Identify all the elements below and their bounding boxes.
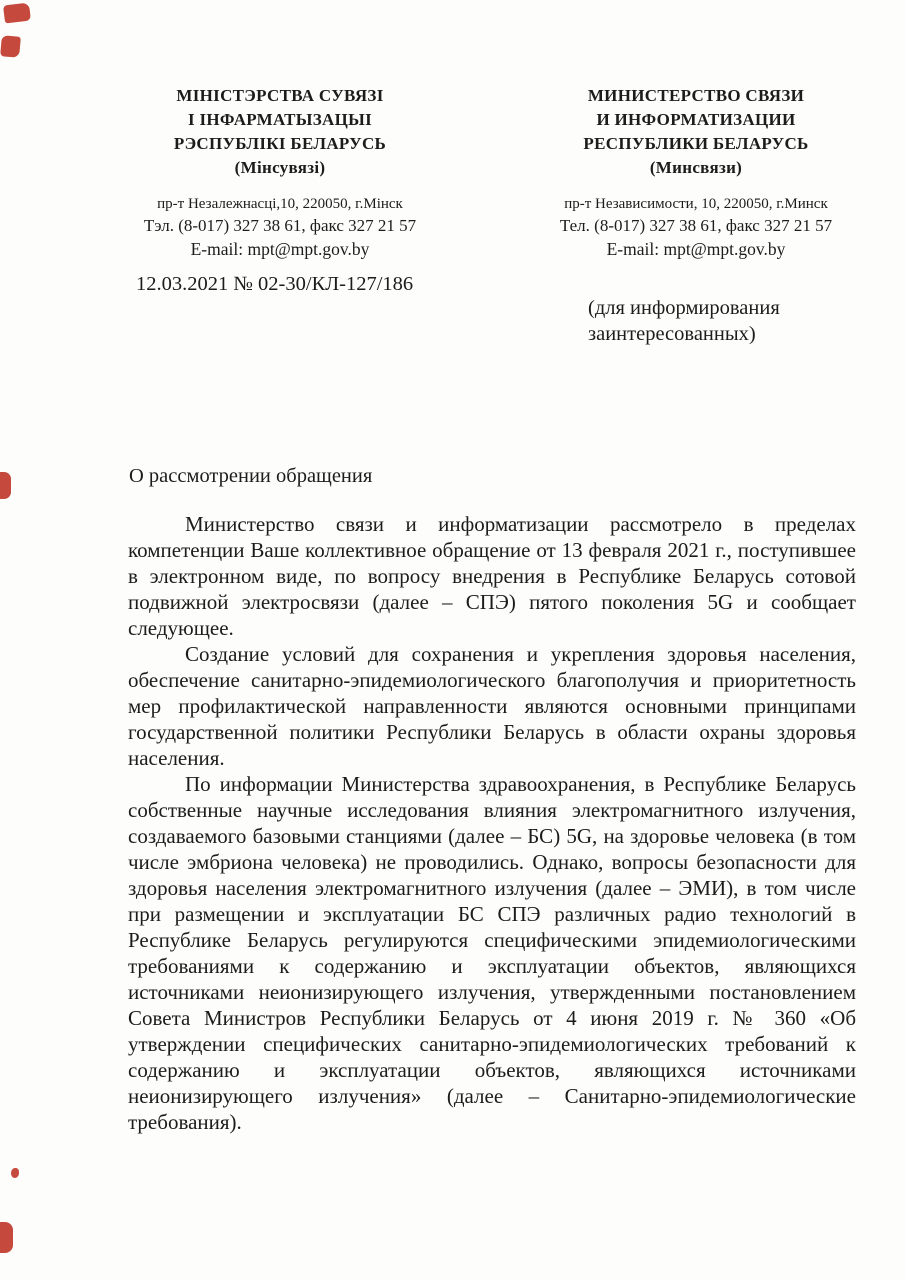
org-name-line: І ІНФАРМАТЫЗАЦЫІ [187,110,372,129]
org-phone: Тел. (8-017) 327 38 61, факс 327 21 57 [559,216,833,235]
org-name-line: РЭСПУБЛІКІ БЕЛАРУСЬ [173,134,387,153]
org-email: E-mail: mpt@mpt.gov.by [606,239,786,259]
org-address: пр-т Незалежнасці,10, 220050, г.Мінск [157,196,403,212]
red-stamp-artifact [0,35,21,58]
org-name-line: РЕСПУБЛИКИ БЕЛАРУСЬ [583,134,809,153]
red-stamp-artifact [0,472,11,499]
body-paragraph: Создание условий для сохранения и укрепления здоровья населения, обеспечение санитарно-эпидемиологического благополучия и приоритетность мер профилактической направленности являются основными принципами государственной политики Республики Беларусь в области охраны здоровья населения. [128,642,856,770]
org-short-name: (Минсвязи) [649,158,743,177]
red-stamp-artifact [11,1168,19,1178]
org-phone: Тэл. (8-017) 327 38 61, факс 327 21 57 [143,216,417,235]
contact-block [528,194,864,261]
org-name-line: МИНИСТЕРСТВО СВЯЗИ [587,86,805,105]
body-paragraph: Министерство связи и информатизации рассмотрело в пределах компетенции Ваше коллективное обращение от 13 февраля 2021 г., поступившее в электронном виде, по вопросу внедрения в Республике Беларусь сотовой подвижной электросвязи (далее – СПЭ) пятого поколения 5G и сообщает следующее. [128,512,856,640]
red-stamp-artifact [0,1222,13,1253]
contact-block [112,194,448,261]
subject-line: О рассмотрении обращения [129,465,373,487]
org-name-line: МІНІСТЭРСТВА СУВЯЗІ [176,86,384,105]
reference-number: 12.03.2021 № 02-30/КЛ-127/186 [136,273,414,295]
red-stamp-artifact [3,2,31,23]
body-paragraph: По информации Министерства здравоохранения, в Республике Беларусь собственные научные исследования влияния электромагнитного излучения, создаваемого базовыми станциями (далее – БС) 5G, на здоровье человека (в том числе эмбриона человека) не проводились. Однако, вопросы безопасности для здоровья населения электромагнитного излучения (далее – ЭМИ), в том числе при размещении и эксплуатации БС СПЭ различных радио технологий в Республике Беларусь регулируются специфическими эпидемиологическими требованиями к содержанию и эксплуатации объектов, являющихся источниками неионизирующего излучения, утвержденными постановлением Совета Министров Республики Беларусь от 4 июня 2019 г. № 360 «Об утверждении специфических санитарно-эпидемиологических требований к содержанию и эксплуатации объектов, являющихся источниками неионизирующего излучения» (далее – Санитарно-эпидемиологические требования). [128,772,856,1134]
org-name-line: И ИНФОРМАТИЗАЦИИ [596,110,796,129]
org-email: E-mail: mpt@mpt.gov.by [190,239,370,259]
letterhead-russian [528,84,864,261]
org-short-name: (Мінсувязі) [234,158,326,177]
org-address: пр-т Независимости, 10, 220050, г.Минск [564,196,828,212]
addressee-note: (для информирования заинтересованных) [588,297,780,345]
letter-body [128,511,856,1135]
letterhead-belarusian [112,84,448,261]
